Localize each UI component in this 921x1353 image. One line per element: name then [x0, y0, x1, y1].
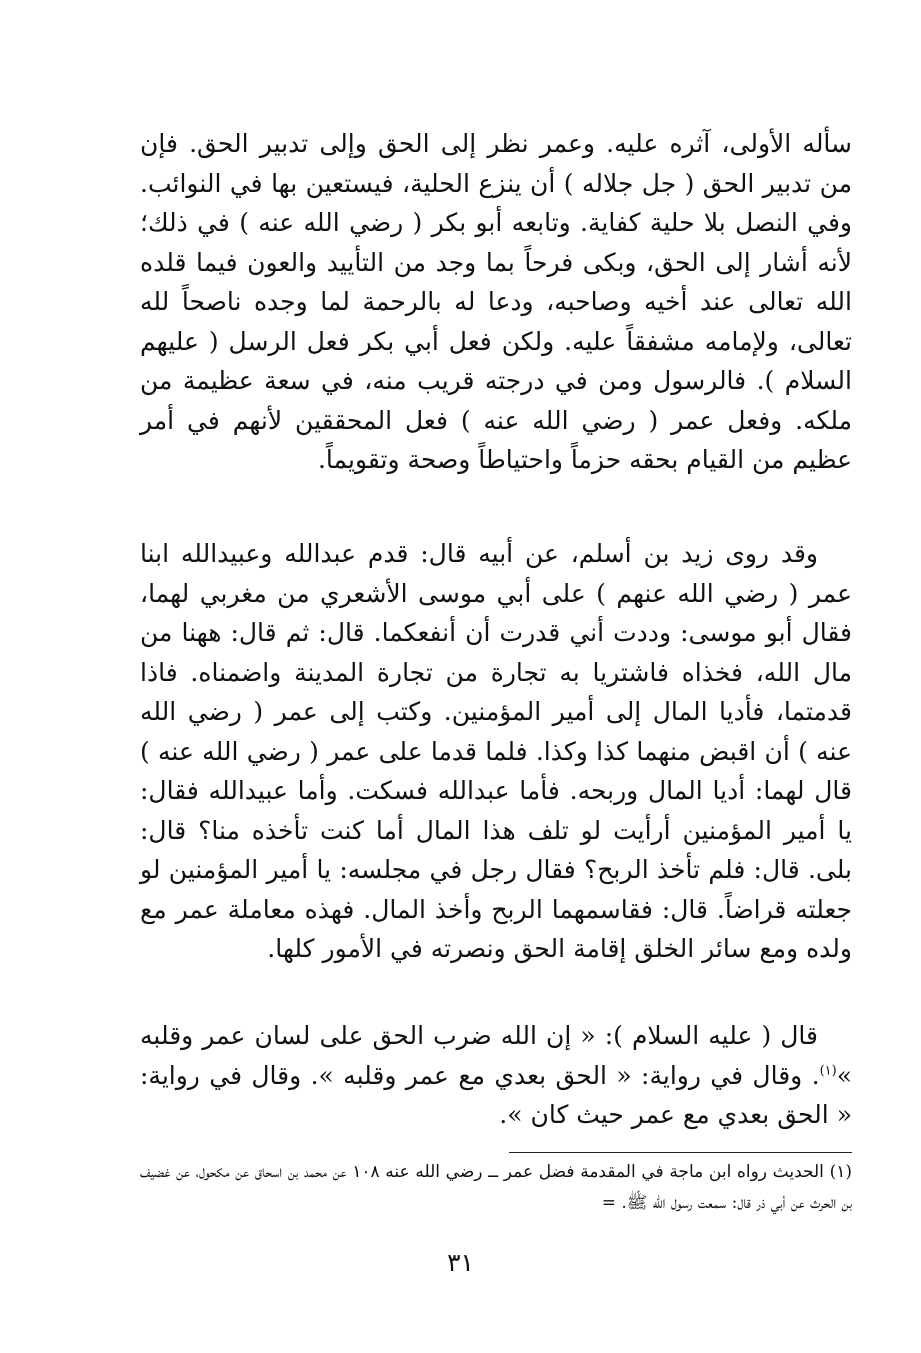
paragraph-3-quote: قال ( عليه السلام ): « إن الله ضرب الحق على لسان عمر وقلبه » — [140, 1021, 852, 1090]
page-number: ٣١ — [447, 1248, 474, 1277]
paragraph-3-continuation: . وقال في رواية: « الحق بعدي مع عمر وقلبه ». وقال في رواية: « الحق بعدي مع عمر حيث كان ». — [140, 1060, 852, 1129]
paragraph-1 — [140, 124, 852, 480]
footnote-reference[interactable]: (١) — [819, 1063, 837, 1079]
paragraph-1-text: سأله الأولى، آثره عليه. وعمر نظر إلى الحق وإلى تدبير الحق. فإن من تدبير الحق ( جل جلاله ) أن ينزع الحلية، فيستعين بها في النوائب. وفي النصل بلا حلية كفاية. وتابعه أبو بكر ( رضي الله عنه ) في ذلك؛ لأنه أشار إلى الحق، وبكى فرحاً بما وجد من التأييد والعون فيما قلده الله تعالى عند أخيه وصاحبه، ودعا له بالرحمة لما وجده ناصحاً لله تعالى، ولإمامه مشفقاً عليه. ولكن فعل أبي بكر فعل الرسل ( عليهم السلام ). فالرسول ومن في درجته قريب منه، في سعة عظيمة من ملكه. وفعل عمر ( رضي الله عنه ) فعل المحققين لأنهم في أمر عظيم من القيام بحقه حزماً واحتياطاً وصحة وتقويماً. — [140, 129, 852, 474]
paragraph-2-text: وقد روى زيد بن أسلم، عن أبيه قال: قدم عبدالله وعبيدالله ابنا عمر ( رضي الله عنهم ) على أبي موسى الأشعري من مغربي لهما، فقال أبو موسى: وددت أني قدرت أن أنفعكما. قال: ثم قال: ههنا من مال الله، فخذاه فاشتريا به تجارة من تجارة المدينة واضمناه. فاذا قدمتما، فأديا المال إلى أمير المؤمنين. وكتب إلى عمر ( رضي الله عنه ) أن اقبض منهما كذا وكذا. فلما قدما على عمر ( رضي الله عنه ) قال لهما: أديا المال وربحه. فأما عبدالله فسكت. وأما عبيدالله فقال: يا أمير المؤمنين أرأيت لو تلف هذا المال أما كنت تأخذه منا؟ قال: بلى. قال: فلم تأخذ الربح؟ فقال رجل في مجلسه: يا أمير المؤمنين لو جعلته قراضاً. قال: فقاسمهما الربح وأخذ المال. فهذه معاملة عمر مع ولده ومع سائر الخلق إقامة الحق ونصرته في الأمور كلها. — [140, 539, 852, 963]
paragraph-3 — [140, 1016, 852, 1135]
footnote-divider — [509, 1152, 852, 1153]
paragraph-3-text — [140, 1016, 852, 1135]
footnote: (١) الحديث رواه ابن ماجة في المقدمة فضل عمر ــ رضي الله عنه ١٠٨ عن محمد بن اسحاق عن مكحول، عن غضيف بن الحرث عن أبي ذر قال: سمعت رسول الله ﷺ. = — [140, 1162, 852, 1213]
paragraph-2 — [140, 534, 852, 969]
